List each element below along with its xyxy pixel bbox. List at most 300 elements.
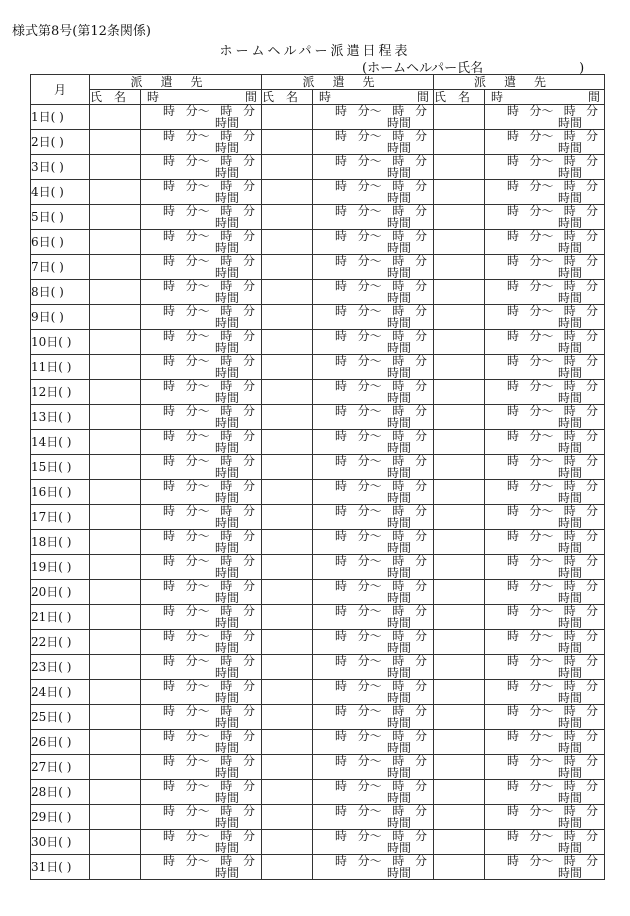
time-slot-cell-2[interactable] — [313, 780, 434, 805]
slot-minute-from: 分〜 — [185, 479, 210, 493]
destination-name-cell-1[interactable] — [90, 730, 141, 755]
time-slot-cell-1[interactable] — [141, 755, 262, 780]
time-slot-cell-2[interactable] — [313, 380, 434, 405]
slot-minute-from: 分〜 — [185, 129, 210, 143]
destination-name-cell-1[interactable] — [90, 805, 141, 830]
slot-minute-end: 分 — [586, 679, 599, 693]
time-slot-cell-2[interactable] — [313, 180, 434, 205]
destination-name-cell-2[interactable] — [262, 130, 313, 155]
destination-name-cell-1[interactable] — [90, 530, 141, 555]
destination-name-cell-2[interactable] — [262, 505, 313, 530]
destination-name-cell-2[interactable] — [262, 105, 313, 130]
slot-minute-end: 分 — [414, 804, 427, 818]
destination-name-cell-1[interactable] — [90, 130, 141, 155]
destination-name-cell-1[interactable] — [90, 255, 141, 280]
destination-name-cell-2[interactable] — [262, 655, 313, 680]
time-slot-cell-2[interactable] — [313, 205, 434, 230]
time-slot-cell-1[interactable] — [141, 405, 262, 430]
slot-hour-end: 時 — [563, 329, 576, 343]
slot-hours: 時間 — [387, 341, 412, 355]
destination-name-cell-3[interactable] — [434, 305, 485, 330]
time-slot-cell-3[interactable] — [485, 805, 605, 830]
time-slot-cell-1[interactable] — [141, 655, 262, 680]
time-slot-cell-1[interactable] — [141, 530, 262, 555]
time-slot-cell-1[interactable] — [141, 380, 262, 405]
day-label: 8日( ) — [31, 280, 90, 305]
slot-hour-end: 時 — [563, 729, 576, 743]
time-header-left: 時 — [147, 90, 160, 104]
destination-name-cell-3[interactable] — [434, 255, 485, 280]
time-slot-cell-2[interactable] — [313, 830, 434, 855]
destination-name-cell-1[interactable] — [90, 430, 141, 455]
destination-name-cell-2[interactable] — [262, 405, 313, 430]
slot-minute-from: 分〜 — [357, 279, 382, 293]
time-slot-cell-1[interactable] — [141, 505, 262, 530]
destination-name-cell-2[interactable] — [262, 805, 313, 830]
slot-minute-from: 分〜 — [529, 204, 554, 218]
time-slot-cell-3[interactable] — [485, 355, 605, 380]
destination-name-cell-1[interactable] — [90, 105, 141, 130]
time-slot-cell-1[interactable] — [141, 855, 262, 880]
slot-hours: 時間 — [215, 341, 240, 355]
destination-name-cell-3[interactable] — [434, 355, 485, 380]
time-slot-cell-2[interactable] — [313, 330, 434, 355]
destination-name-cell-2[interactable] — [262, 730, 313, 755]
destination-name-cell-1[interactable] — [90, 305, 141, 330]
slot-hour-end: 時 — [392, 729, 405, 743]
destination-name-cell-1[interactable] — [90, 405, 141, 430]
slot-hours: 時間 — [215, 866, 240, 880]
time-slot-cell-2[interactable] — [313, 105, 434, 130]
destination-name-cell-3[interactable] — [434, 405, 485, 430]
destination-name-cell-1[interactable] — [90, 580, 141, 605]
day-row — [31, 330, 605, 355]
slot-hour: 時 — [335, 454, 348, 468]
destination-name-cell-3[interactable] — [434, 205, 485, 230]
destination-name-cell-3[interactable] — [434, 230, 485, 255]
slot-hours: 時間 — [558, 491, 583, 505]
slot-minute-end: 分 — [586, 229, 599, 243]
slot-hour: 時 — [163, 104, 176, 118]
slot-hour: 時 — [507, 179, 520, 193]
slot-minute-from: 分〜 — [357, 579, 382, 593]
destination-name-cell-2[interactable] — [262, 830, 313, 855]
time-slot-cell-3[interactable] — [485, 430, 605, 455]
time-slot-cell-2[interactable] — [313, 155, 434, 180]
destination-name-cell-3[interactable] — [434, 330, 485, 355]
slot-minute-end: 分 — [586, 154, 599, 168]
slot-hours: 時間 — [215, 441, 240, 455]
slot-hour-end: 時 — [563, 779, 576, 793]
time-slot-cell-1[interactable] — [141, 205, 262, 230]
destination-name-cell-3[interactable] — [434, 780, 485, 805]
slot-minute-from: 分〜 — [185, 729, 210, 743]
slot-hour-end: 時 — [392, 704, 405, 718]
time-slot-cell-1[interactable] — [141, 305, 262, 330]
destination-name-cell-1[interactable] — [90, 380, 141, 405]
slot-hours: 時間 — [215, 466, 240, 480]
slot-hours: 時間 — [558, 741, 583, 755]
destination-name-cell-2[interactable] — [262, 330, 313, 355]
time-slot-cell-1[interactable] — [141, 630, 262, 655]
slot-hour-end: 時 — [392, 804, 405, 818]
destination-name-cell-3[interactable] — [434, 380, 485, 405]
time-slot-cell-2[interactable] — [313, 705, 434, 730]
slot-minute-end: 分 — [242, 629, 255, 643]
time-slot-cell-3[interactable] — [485, 730, 605, 755]
destination-name-cell-2[interactable] — [262, 255, 313, 280]
time-slot-cell-2[interactable] — [313, 805, 434, 830]
time-slot-cell-3[interactable] — [485, 505, 605, 530]
slot-minute-end: 分 — [242, 129, 255, 143]
time-slot-cell-3[interactable] — [485, 330, 605, 355]
time-slot-cell-3[interactable] — [485, 855, 605, 880]
destination-name-cell-3[interactable] — [434, 630, 485, 655]
destination-name-cell-2[interactable] — [262, 355, 313, 380]
destination-name-cell-3[interactable] — [434, 705, 485, 730]
time-slot-cell-2[interactable] — [313, 305, 434, 330]
slot-minute-from: 分〜 — [185, 254, 210, 268]
slot-hour-end: 時 — [563, 679, 576, 693]
time-slot-cell-3[interactable] — [485, 180, 605, 205]
slot-hour-end: 時 — [220, 154, 233, 168]
time-slot-cell-1[interactable] — [141, 605, 262, 630]
time-slot-cell-2[interactable] — [313, 430, 434, 455]
slot-hours: 時間 — [558, 691, 583, 705]
time-slot-cell-1[interactable] — [141, 455, 262, 480]
time-slot-cell-2[interactable] — [313, 755, 434, 780]
time-slot-cell-3[interactable] — [485, 530, 605, 555]
time-slot-cell-3[interactable] — [485, 305, 605, 330]
slot-hours: 時間 — [558, 466, 583, 480]
slot-hour-end: 時 — [220, 379, 233, 393]
destination-name-cell-3[interactable] — [434, 555, 485, 580]
time-slot-cell-2[interactable] — [313, 580, 434, 605]
time-slot-cell-2[interactable] — [313, 730, 434, 755]
day-row — [31, 530, 605, 555]
slot-minute-from: 分〜 — [357, 454, 382, 468]
slot-minute-end: 分 — [586, 429, 599, 443]
time-slot-cell-3[interactable] — [485, 830, 605, 855]
time-slot-cell-3[interactable] — [485, 555, 605, 580]
slot-hour: 時 — [507, 104, 520, 118]
destination-name-cell-2[interactable] — [262, 305, 313, 330]
time-slot-cell-1[interactable] — [141, 805, 262, 830]
time-slot-cell-3[interactable] — [485, 455, 605, 480]
slot-minute-end: 分 — [586, 379, 599, 393]
slot-hours: 時間 — [215, 116, 240, 130]
destination-name-cell-1[interactable] — [90, 455, 141, 480]
destination-name-cell-3[interactable] — [434, 180, 485, 205]
slot-hours: 時間 — [387, 616, 412, 630]
slot-hours: 時間 — [558, 566, 583, 580]
slot-minute-from: 分〜 — [529, 679, 554, 693]
time-slot-cell-2[interactable] — [313, 230, 434, 255]
time-slot-cell-3[interactable] — [485, 280, 605, 305]
time-slot-cell-3[interactable] — [485, 205, 605, 230]
slot-minute-from: 分〜 — [529, 854, 554, 868]
destination-name-cell-2[interactable] — [262, 530, 313, 555]
destination-name-cell-1[interactable] — [90, 480, 141, 505]
destination-name-cell-1[interactable] — [90, 155, 141, 180]
slot-hour: 時 — [163, 379, 176, 393]
destination-name-cell-2[interactable] — [262, 430, 313, 455]
destination-name-cell-1[interactable] — [90, 205, 141, 230]
day-row — [31, 855, 605, 880]
destination-name-cell-3[interactable] — [434, 730, 485, 755]
slot-hours: 時間 — [558, 866, 583, 880]
slot-hour-end: 時 — [563, 279, 576, 293]
slot-minute-end: 分 — [414, 754, 427, 768]
time-slot-cell-1[interactable] — [141, 180, 262, 205]
slot-hours: 時間 — [558, 516, 583, 530]
destination-name-cell-1[interactable] — [90, 780, 141, 805]
time-slot-cell-1[interactable] — [141, 780, 262, 805]
destination-name-cell-2[interactable] — [262, 580, 313, 605]
destination-name-cell-2[interactable] — [262, 755, 313, 780]
destination-name-cell-1[interactable] — [90, 830, 141, 855]
time-slot-cell-1[interactable] — [141, 830, 262, 855]
slot-hour-end: 時 — [220, 579, 233, 593]
slot-minute-from: 分〜 — [529, 729, 554, 743]
slot-minute-end: 分 — [242, 454, 255, 468]
time-slot-cell-1[interactable] — [141, 255, 262, 280]
destination-name-cell-3[interactable] — [434, 680, 485, 705]
time-slot-cell-3[interactable] — [485, 480, 605, 505]
destination-name-cell-1[interactable] — [90, 855, 141, 880]
destination-name-cell-2[interactable] — [262, 280, 313, 305]
time-slot-cell-3[interactable] — [485, 630, 605, 655]
slot-minute-end: 分 — [586, 304, 599, 318]
destination-name-cell-1[interactable] — [90, 655, 141, 680]
slot-hour-end: 時 — [220, 104, 233, 118]
time-slot-cell-3[interactable] — [485, 705, 605, 730]
day-label: 15日( ) — [31, 455, 90, 480]
time-slot-cell-1[interactable] — [141, 355, 262, 380]
time-slot-cell-2[interactable] — [313, 280, 434, 305]
slot-minute-end: 分 — [586, 179, 599, 193]
slot-hour-end: 時 — [563, 429, 576, 443]
slot-hour: 時 — [163, 704, 176, 718]
time-slot-cell-1[interactable] — [141, 330, 262, 355]
slot-minute-end: 分 — [242, 379, 255, 393]
time-slot-cell-3[interactable] — [485, 655, 605, 680]
slot-hour: 時 — [163, 254, 176, 268]
time-slot-cell-1[interactable] — [141, 705, 262, 730]
time-slot-cell-1[interactable] — [141, 280, 262, 305]
time-slot-cell-2[interactable] — [313, 555, 434, 580]
destination-name-cell-2[interactable] — [262, 855, 313, 880]
time-slot-cell-1[interactable] — [141, 105, 262, 130]
time-slot-cell-3[interactable] — [485, 130, 605, 155]
destination-name-cell-3[interactable] — [434, 855, 485, 880]
slot-hour: 時 — [163, 329, 176, 343]
slot-hours: 時間 — [558, 116, 583, 130]
destination-name-cell-3[interactable] — [434, 805, 485, 830]
time-slot-cell-3[interactable] — [485, 580, 605, 605]
destination-name-cell-2[interactable] — [262, 555, 313, 580]
slot-minute-from: 分〜 — [185, 829, 210, 843]
destination-name-cell-3[interactable] — [434, 105, 485, 130]
destination-name-cell-2[interactable] — [262, 205, 313, 230]
slot-hours: 時間 — [215, 741, 240, 755]
slot-hour: 時 — [335, 279, 348, 293]
slot-hours: 時間 — [558, 766, 583, 780]
slot-hour: 時 — [335, 754, 348, 768]
slot-hour: 時 — [163, 554, 176, 568]
day-label: 9日( ) — [31, 305, 90, 330]
time-slot-cell-3[interactable] — [485, 680, 605, 705]
slot-minute-end: 分 — [242, 429, 255, 443]
slot-minute-from: 分〜 — [357, 204, 382, 218]
time-slot-cell-3[interactable] — [485, 755, 605, 780]
destination-name-cell-3[interactable] — [434, 605, 485, 630]
time-slot-cell-2[interactable] — [313, 505, 434, 530]
slot-hours: 時間 — [387, 266, 412, 280]
slot-hour: 時 — [507, 704, 520, 718]
destination-name-cell-1[interactable] — [90, 230, 141, 255]
time-slot-cell-3[interactable] — [485, 405, 605, 430]
time-slot-cell-3[interactable] — [485, 255, 605, 280]
slot-hours: 時間 — [558, 291, 583, 305]
destination-name-cell-3[interactable] — [434, 655, 485, 680]
destination-name-cell-1[interactable] — [90, 705, 141, 730]
time-slot-cell-2[interactable] — [313, 680, 434, 705]
destination-name-cell-2[interactable] — [262, 705, 313, 730]
slot-minute-from: 分〜 — [185, 204, 210, 218]
slot-minute-end: 分 — [242, 154, 255, 168]
slot-hour: 時 — [163, 479, 176, 493]
destination-name-cell-2[interactable] — [262, 680, 313, 705]
time-slot-cell-1[interactable] — [141, 580, 262, 605]
destination-name-cell-3[interactable] — [434, 580, 485, 605]
time-slot-cell-2[interactable] — [313, 630, 434, 655]
destination-name-cell-3[interactable] — [434, 430, 485, 455]
time-slot-cell-1[interactable] — [141, 155, 262, 180]
destination-name-cell-1[interactable] — [90, 180, 141, 205]
time-slot-cell-2[interactable] — [313, 455, 434, 480]
time-slot-cell-3[interactable] — [485, 780, 605, 805]
slot-minute-end: 分 — [586, 279, 599, 293]
slot-minute-from: 分〜 — [529, 479, 554, 493]
slot-minute-end: 分 — [242, 304, 255, 318]
destination-name-cell-3[interactable] — [434, 480, 485, 505]
slot-hour: 時 — [335, 154, 348, 168]
destination-name-cell-3[interactable] — [434, 130, 485, 155]
time-slot-cell-3[interactable] — [485, 605, 605, 630]
slot-hour-end: 時 — [220, 229, 233, 243]
time-slot-cell-3[interactable] — [485, 155, 605, 180]
time-slot-cell-2[interactable] — [313, 255, 434, 280]
slot-minute-from: 分〜 — [529, 129, 554, 143]
slot-hours: 時間 — [387, 841, 412, 855]
time-slot-cell-1[interactable] — [141, 480, 262, 505]
time-slot-cell-3[interactable] — [485, 230, 605, 255]
destination-name-cell-3[interactable] — [434, 530, 485, 555]
destination-name-cell-2[interactable] — [262, 605, 313, 630]
slot-hour: 時 — [335, 704, 348, 718]
time-slot-cell-1[interactable] — [141, 730, 262, 755]
slot-hour-end: 時 — [563, 304, 576, 318]
destination-name-cell-2[interactable] — [262, 455, 313, 480]
slot-hour: 時 — [335, 654, 348, 668]
destination-name-cell-2[interactable] — [262, 230, 313, 255]
time-slot-cell-2[interactable] — [313, 355, 434, 380]
destination-name-cell-3[interactable] — [434, 830, 485, 855]
destination-name-cell-1[interactable] — [90, 280, 141, 305]
destination-name-cell-1[interactable] — [90, 630, 141, 655]
destination-name-cell-1[interactable] — [90, 605, 141, 630]
day-label: 24日( ) — [31, 680, 90, 705]
destination-name-cell-2[interactable] — [262, 155, 313, 180]
slot-hours: 時間 — [215, 766, 240, 780]
time-slot-cell-1[interactable] — [141, 130, 262, 155]
slot-hour: 時 — [335, 679, 348, 693]
time-slot-cell-2[interactable] — [313, 655, 434, 680]
time-slot-cell-1[interactable] — [141, 555, 262, 580]
slot-minute-from: 分〜 — [357, 654, 382, 668]
slot-minute-from: 分〜 — [185, 754, 210, 768]
destination-name-cell-3[interactable] — [434, 755, 485, 780]
time-slot-cell-1[interactable] — [141, 230, 262, 255]
slot-hour: 時 — [507, 454, 520, 468]
destination-name-cell-2[interactable] — [262, 480, 313, 505]
slot-minute-end: 分 — [586, 804, 599, 818]
slot-hour: 時 — [335, 529, 348, 543]
time-slot-cell-2[interactable] — [313, 130, 434, 155]
destination-name-cell-2[interactable] — [262, 630, 313, 655]
destination-name-cell-2[interactable] — [262, 780, 313, 805]
time-slot-cell-2[interactable] — [313, 405, 434, 430]
day-row — [31, 180, 605, 205]
destination-name-cell-3[interactable] — [434, 155, 485, 180]
time-slot-cell-2[interactable] — [313, 605, 434, 630]
time-slot-cell-3[interactable] — [485, 380, 605, 405]
slot-hour: 時 — [507, 304, 520, 318]
slot-hour-end: 時 — [563, 254, 576, 268]
slot-minute-from: 分〜 — [529, 354, 554, 368]
slot-hours: 時間 — [387, 641, 412, 655]
day-label: 10日( ) — [31, 330, 90, 355]
time-slot-cell-1[interactable] — [141, 430, 262, 455]
destination-name-cell-1[interactable] — [90, 755, 141, 780]
time-slot-cell-3[interactable] — [485, 105, 605, 130]
destination-name-cell-1[interactable] — [90, 330, 141, 355]
day-row — [31, 255, 605, 280]
destination-name-cell-3[interactable] — [434, 455, 485, 480]
time-slot-cell-1[interactable] — [141, 680, 262, 705]
destination-name-cell-3[interactable] — [434, 505, 485, 530]
destination-name-cell-2[interactable] — [262, 180, 313, 205]
slot-hour: 時 — [163, 454, 176, 468]
destination-name-cell-1[interactable] — [90, 680, 141, 705]
slot-hour-end: 時 — [392, 179, 405, 193]
destination-header-3: 派遣先 — [434, 75, 605, 90]
time-slot-cell-2[interactable] — [313, 530, 434, 555]
time-slot-cell-2[interactable] — [313, 855, 434, 880]
slot-hour: 時 — [507, 579, 520, 593]
destination-name-cell-2[interactable] — [262, 380, 313, 405]
destination-name-cell-1[interactable] — [90, 555, 141, 580]
destination-name-cell-1[interactable] — [90, 355, 141, 380]
destination-name-cell-3[interactable] — [434, 280, 485, 305]
slot-minute-end: 分 — [242, 704, 255, 718]
time-slot-cell-2[interactable] — [313, 480, 434, 505]
destination-name-cell-1[interactable] — [90, 505, 141, 530]
slot-minute-end: 分 — [414, 329, 427, 343]
slot-minute-from: 分〜 — [529, 229, 554, 243]
slot-hour: 時 — [507, 629, 520, 643]
